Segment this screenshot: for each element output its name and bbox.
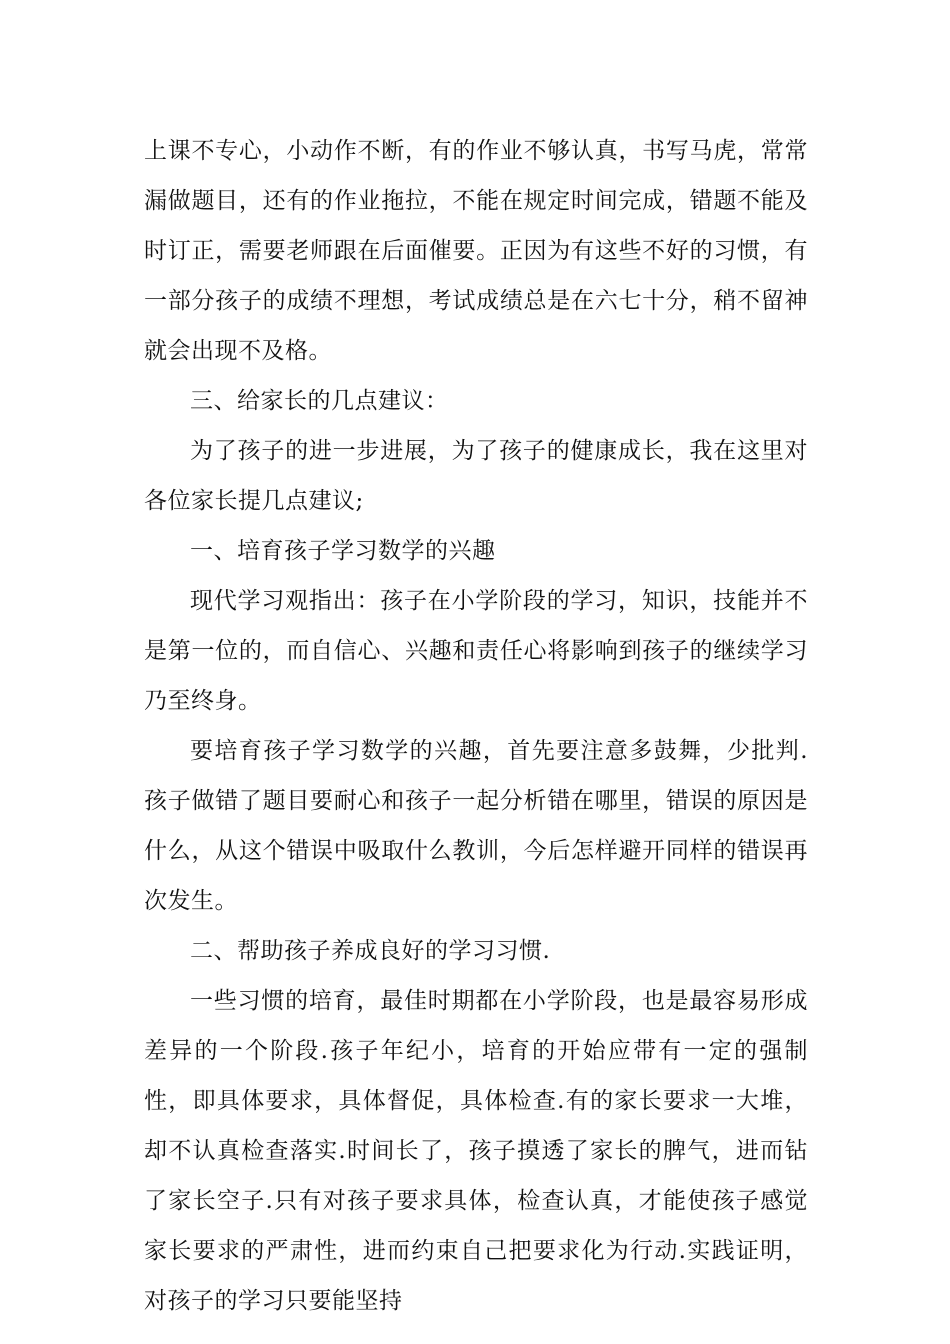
paragraph-encourage-less-criticism: 要培育孩子学习数学的兴趣，首先要注意多鼓舞，少批判.孩子做错了题目要耐心和孩子一起分析错在哪里，错误的原因是什么，从这个错误中吸取什么教训，今后怎样避开同样的错误再次发生。 [144,738,808,914]
paragraph-habit-cultivation: 一些习惯的培育，最佳时期都在小学阶段，也是最容易形成差异的一个阶段.孩子年纪小，培育的开始应带有一定的强制性，即具体要求，具体督促，具体检查.有的家长要求一大堆，却不认真检查落实.时间长了，孩子摸透了家长的脾气，进而钻了家长空子.只有对孩子要求具体，检查认真，才能使孩子感觉家长要求的严肃性，进而约束自己把要求化为行动.实践证明，对孩子的学习只要能坚持 [144,988,808,1314]
subheading-cultivate-interest: 一、培育孩子学习数学的兴趣 [190,538,496,564]
section-heading-parent-suggestions: 三、给家长的几点建议： [190,388,449,414]
subheading-good-study-habits: 二、帮助孩子养成良好的学习习惯. [190,938,551,964]
document-body [144,126,808,1326]
paragraph-intro-suggestions: 为了孩子的进一步进展，为了孩子的健康成长，我在这里对各位家长提几点建议; [144,438,808,514]
paragraph-modern-learning-view: 现代学习观指出：孩子在小学阶段的学习，知识，技能并不是第一位的，而自信心、兴趣和责任心将影响到孩子的继续学习乃至终身。 [144,588,808,714]
paragraph-continued-habits: 上课不专心，小动作不断，有的作业不够认真，书写马虎，常常漏做题目，还有的作业拖拉，不能在规定时间完成，错题不能及时订正，需要老师跟在后面催要。正因为有这些不好的习惯，有一部分孩子的成绩不理想，考试成绩总是在六七十分，稍不留神就会出现不及格。 [144,138,808,364]
